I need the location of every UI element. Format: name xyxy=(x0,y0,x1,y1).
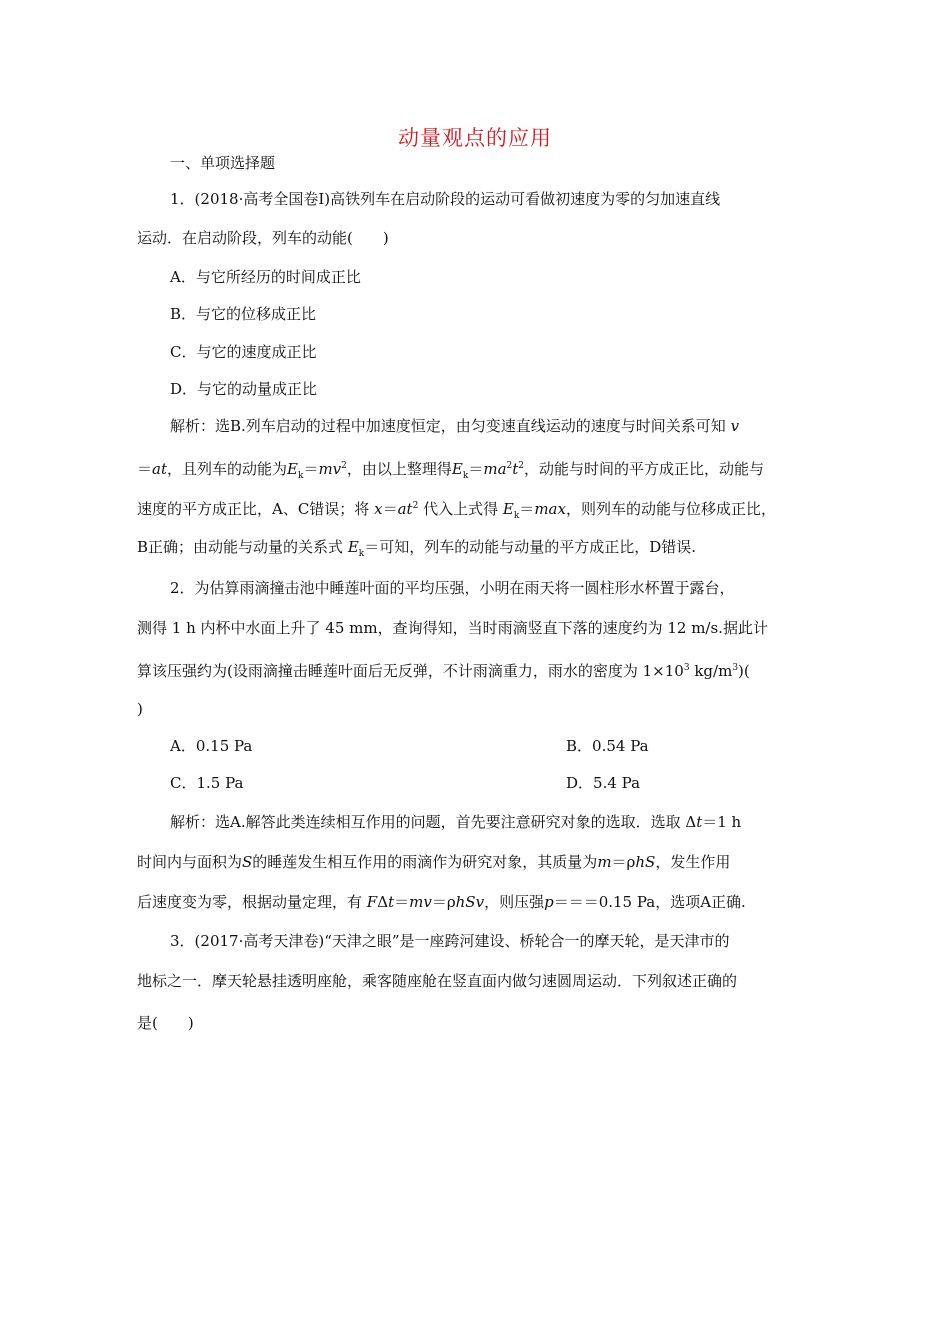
q2-answer-line3: 后速度变为零，根据动量定理，有 FΔt＝mv＝ρhSv，则压强p＝＝＝0.15 Pa，选项A正确. xyxy=(137,893,746,911)
q2-answer-line1: 解析：选A.解答此类连续相互作用的问题，首先要注意研究对象的选取．选取 Δt＝1 h xyxy=(170,813,742,831)
q1-answer-line2: ＝at，且列车的动能为$E_k=mv^2$，由以上整理得$E_k=ma^2t^2$，动能与时间的平方成正比，动能与 xyxy=(137,460,765,481)
q1-option-d: D．与它的动量成正比 xyxy=(170,380,318,398)
q1-stem-line1: 1．(2018·高考全国卷Ⅰ)高铁列车在启动阶段的运动可看做初速度为零的匀加速直线 xyxy=(170,190,721,208)
q1-option-a: A．与它所经历的时间成正比 xyxy=(170,268,361,286)
q1-answer-line4: B正确；由动能与动量的关系式 $E_k=$可知，列车的动能与动量的平方成正比，D错误. xyxy=(137,538,697,559)
q2-option-d: D．5.4 Pa xyxy=(566,774,641,792)
q1-option-b: B．与它的位移成正比 xyxy=(170,305,317,323)
q1-stem-line2: 运动．在启动阶段，列车的动能( ) xyxy=(137,229,389,247)
q2-stem-line4: ) xyxy=(137,700,143,718)
q2-stem-line1: 2．为估算雨滴撞击池中睡莲叶面的平均压强，小明在雨天将一圆柱形水杯置于露台， xyxy=(170,579,735,597)
q2-option-b: B．0.54 Pa xyxy=(566,737,649,755)
q1-answer-line1: 解析：选B.列车启动的过程中加速度恒定，由匀变速直线运动的速度与时间关系可知 v xyxy=(170,417,740,435)
q3-stem-line3: 是( ) xyxy=(137,1014,194,1032)
section-heading: 一、单项选择题 xyxy=(170,154,276,172)
q1-option-c: C．与它的速度成正比 xyxy=(170,343,317,361)
q2-option-c: C．1.5 Pa xyxy=(170,774,244,792)
q2-stem-line3: 算该压强约为(设雨滴撞击睡莲叶面后无反弹，不计雨滴重力，雨水的密度为 $1\times 10^3$ $kg/m^3$)( xyxy=(137,662,750,680)
q3-stem-line1: 3．(2017·高考天津卷)“天津之眼”是一座跨河建设、桥轮合一的摩天轮，是天津市的 xyxy=(170,932,730,950)
page-title: 动量观点的应用 xyxy=(398,126,552,150)
q2-answer-line2: 时间内与面积为S的睡莲发生相互作用的雨滴作为研究对象，其质量为m＝ρhS，发生作用 xyxy=(137,853,731,871)
q2-stem-line2: 测得 1 h 内杯中水面上升了 45 mm，查询得知，当时雨滴竖直下落的速度约为 12 m/s.据此计 xyxy=(137,619,768,637)
q1-answer-line3: 速度的平方成正比，A、C错误；将 $x=at^2$ 代入上式得 $E_k=\max$，则列车的动能与位移成正比， xyxy=(137,500,776,521)
q2-option-a: A．0.15 Pa xyxy=(170,737,253,755)
q3-stem-line2: 地标之一．摩天轮悬挂透明座舱，乘客随座舱在竖直面内做匀速圆周运动．下列叙述正确的 xyxy=(137,972,738,990)
